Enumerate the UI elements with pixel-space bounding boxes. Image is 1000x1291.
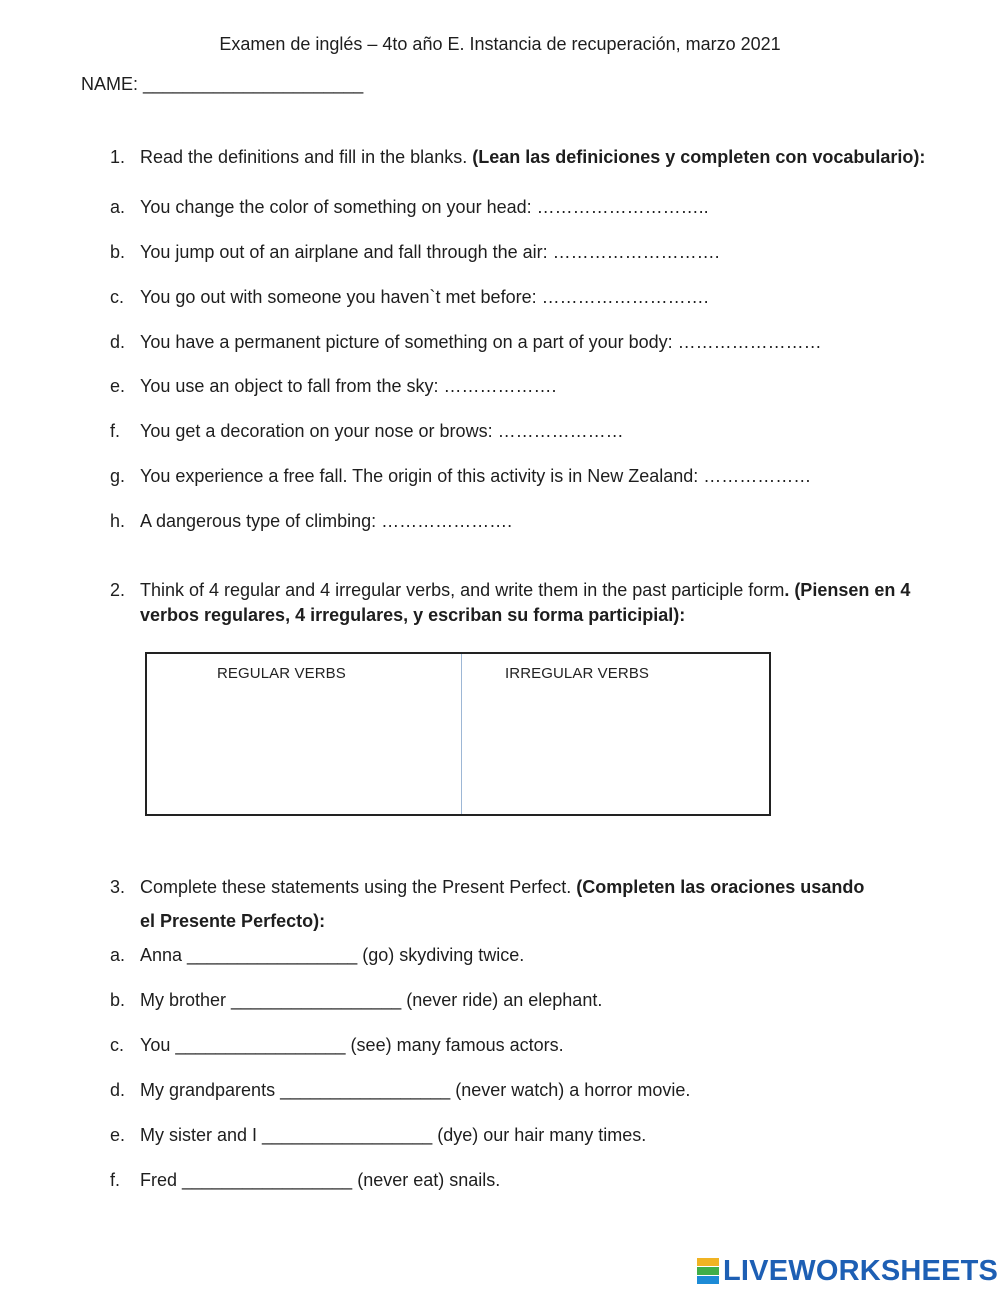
item-text: My brother _________________ (never ride) an elephant. [140,990,603,1010]
item-text: Fred _________________ (never eat) snails. [140,1170,501,1190]
q2-number: 2. [110,580,126,600]
item-text: You use an object to fall from the sky: ………………. [140,376,557,396]
exam-header: Examen de inglés – 4to año E. Instancia de recuperación, marzo 2021 [219,34,781,54]
verbs-table [145,652,771,816]
item-text: My sister and I _________________ (dye) our hair many times. [140,1125,647,1145]
item-letter: e. [110,376,126,396]
item-text: A dangerous type of climbing: …………………. [140,511,513,531]
item-letter: f. [110,1170,121,1190]
item-text: You get a decoration on your nose or brows: ………………… [140,421,624,441]
item-text: You jump out of an airplane and fall through the air: ………………………. [140,242,720,262]
q1-instruction-es: (Lean las definiciones y completen con vocabulario): [472,147,926,167]
q1-instruction-en: Read the definitions and fill in the blanks. [140,147,468,167]
item-letter: e. [110,1125,126,1145]
logo-block-2 [697,1267,719,1275]
item-letter: c. [110,287,125,307]
item-text: Anna _________________ (go) skydiving twice. [140,945,525,965]
q3-instruction-es: (Completen las oraciones usando [576,877,865,897]
regular-verbs-header: REGULAR VERBS [217,665,346,682]
item-letter: f. [110,421,121,441]
item-letter: b. [110,242,126,262]
item-letter: h. [110,511,126,531]
logo-block-3 [697,1276,719,1284]
item-text: You have a permanent picture of something on a part of your body: …………………… [140,332,822,352]
q2-instruction-en: Think of 4 regular and 4 irregular verbs, and write them in the past participle form [140,580,785,600]
item-letter: g. [110,466,126,486]
q3-number: 3. [110,877,126,897]
irregular-verbs-header: IRREGULAR VERBS [505,665,650,682]
item-letter: d. [110,332,126,352]
item-text: You _________________ (see) many famous actors. [140,1035,564,1055]
item-letter: b. [110,990,126,1010]
item-letter: c. [110,1035,125,1055]
q2-instruction-es: . (Piensen en 4 verbos regulares, 4 irregulares, y escriban su forma participial): [140,580,911,625]
item-text: You experience a free fall. The origin of this activity is in New Zealand: ……………… [140,466,812,486]
liveworksheets-logo [697,1256,998,1286]
item-text: You change the color of something on your head: ……………………….. [140,197,709,217]
item-letter: d. [110,1080,126,1100]
name-line: NAME: ______________________ [81,74,364,94]
q1-number: 1. [110,147,126,167]
item-text: You go out with someone you haven`t met before: ………………………. [140,287,709,307]
item-text: My grandparents _________________ (never watch) a horror movie. [140,1080,691,1100]
logo-block-1 [697,1258,719,1266]
q3-instruction-es2: el Presente Perfecto): [140,911,326,931]
q3-instruction-en: Complete these statements using the Present Perfect. [140,877,572,897]
item-letter: a. [110,945,126,965]
liveworksheets-logo-icon [697,1258,719,1284]
column-divider [461,654,462,814]
liveworksheets-logo-text: LIVEWORKSHEETS [723,1254,999,1287]
item-letter: a. [110,197,126,217]
